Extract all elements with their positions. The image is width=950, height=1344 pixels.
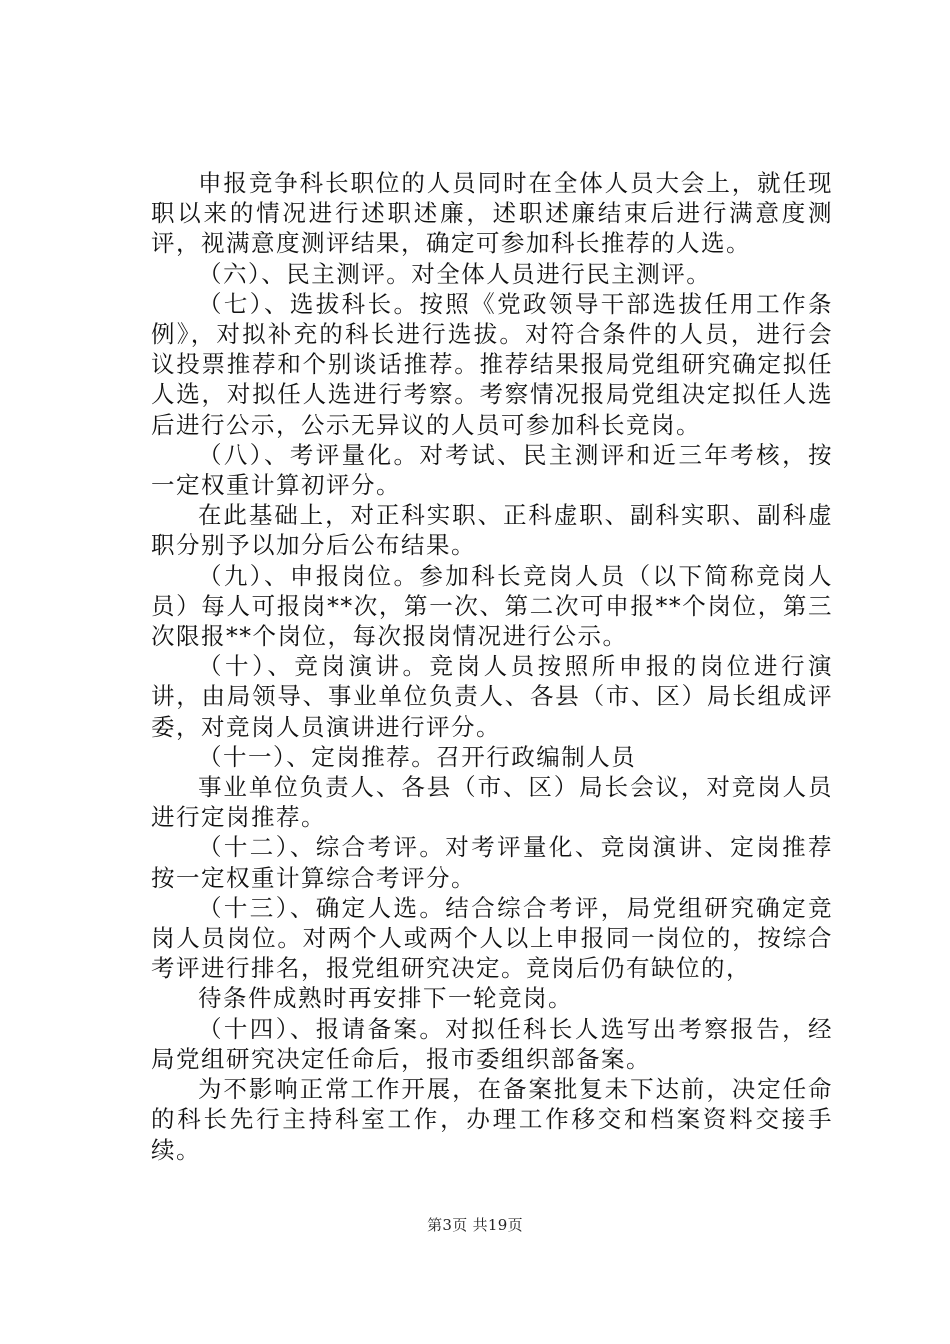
- paragraph-item-7: （七）、选拔科长。按照《党政领导干部选拔任用工作条例》，对拟补充的科长进行选拔。对符合条件的人员，进行会议投票推荐和个别谈话推荐。推荐结果报局党组研究确定拟任人选，对拟任人选进行考察。考察情况报局党组决定拟任人选后进行公示，公示无异议的人员可参加科长竞岗。: [151, 289, 833, 439]
- paragraph-item-8: （八）、考评量化。对考试、民主测评和近三年考核，按一定权重计算初评分。: [151, 440, 833, 500]
- page-number-footer: 第3页 共19页: [427, 1216, 523, 1234]
- paragraph-item-11-cont: 事业单位负责人、各县（市、区）局长会议，对竞岗人员进行定岗推荐。: [151, 773, 833, 832]
- paragraph-item-13: （十三）、确定人选。结合综合考评，局党组研究确定竞岗人员岗位。对两个人或两个人以上申报同一岗位的，按综合考评进行排名，报党组研究决定。竞岗后仍有缺位的，: [151, 893, 833, 983]
- paragraph-intro: 申报竞争科长职位的人员同时在全体人员大会上，就任现职以来的情况进行述职述廉，述职述廉结束后进行满意度测评，视满意度测评结果，确定可参加科长推荐的人选。: [151, 169, 833, 258]
- paragraph-item-10: （十）、竞岗演讲。竞岗人员按照所申报的岗位进行演讲，由局领导、事业单位负责人、各县（市、区）局长组成评委，对竞岗人员演讲进行评分。: [151, 652, 833, 741]
- paragraph-item-9: （九）、申报岗位。参加科长竞岗人员（以下简称竞岗人员）每人可报岗**次，第一次、第二次可申报**个岗位，第三次限报**个岗位，每次报岗情况进行公示。: [151, 561, 833, 651]
- paragraph-item-14: （十四）、报请备案。对拟任科长人选写出考察报告，经局党组研究决定任命后，报市委组织部备案。: [151, 1014, 833, 1073]
- paragraph-item-12: （十二）、综合考评。对考评量化、竞岗演讲、定岗推荐按一定权重计算综合考评分。: [151, 833, 833, 892]
- paragraph-item-11: （十一）、定岗推荐。召开行政编制人员: [198, 742, 637, 771]
- paragraph-item-13-cont: 待条件成熟时再安排下一轮竞岗。: [198, 984, 573, 1013]
- paragraph-item-6: （六）、民主测评。对全体人员进行民主测评。: [198, 259, 712, 288]
- paragraph-closing: 为不影响正常工作开展，在备案批复未下达前，决定任命的科长先行主持科室工作，办理工作移交和档案资料交接手续。: [151, 1075, 833, 1164]
- document-body: [151, 168, 833, 1165]
- paragraph-bonus-points: 在此基础上，对正科实职、正科虚职、副科实职、副科虚职分别予以加分后公布结果。: [151, 501, 833, 560]
